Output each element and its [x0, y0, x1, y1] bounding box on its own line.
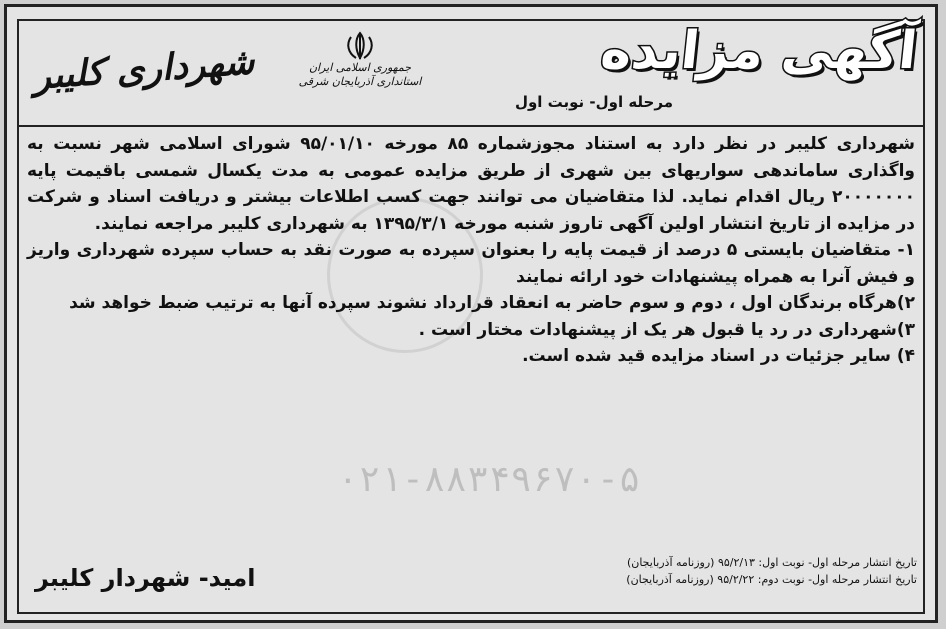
- header-divider: [19, 125, 923, 127]
- publication-date-first: تاریخ انتشار مرحله اول- نوبت اول: ۹۵/۲/۱۳ (روزنامه آذربایجان): [626, 556, 917, 569]
- publication-dates: [626, 554, 917, 588]
- signature: امید- شهردار کلیبر: [35, 564, 256, 592]
- publication-date-second: تاریخ انتشار مرحله اول- نوبت دوم: ۹۵/۲/۲۲ (روزنامه آذربایجان): [626, 573, 917, 586]
- government-emblem: [275, 31, 445, 89]
- notice-inner-border: [17, 19, 925, 614]
- notice-frame: [4, 4, 938, 623]
- intro-paragraph: شهرداری کلیبر در نظر دارد به استناد مجوزشماره ۸۵ مورخه ۹۵/۰۱/۱۰ شورای اسلامی شهر نسبت به واگذاری ساماندهی سواریهای بین شهری از طریق مزایده عمومی به مدت یکسال شمسی باقیمت پایه ۲۰۰۰۰۰۰۰ ریال اقدام نماید. لذا متقاضیان می توانند جهت کسب اطلاعات بیشتر و دریافت اسناد و شرکت در مزایده از تاریخ انتشار اولین آگهی تاروز شنبه مورخه ۱۳۹۵/۳/۱ به شهرداری کلیبر مراجعه نمایند.: [27, 134, 916, 234]
- notice-stage: مرحله اول- نوبت اول: [514, 93, 673, 111]
- notice-footer: [19, 542, 923, 612]
- iran-emblem-icon: [343, 31, 377, 61]
- notice-title: آگهی مزایده: [598, 21, 921, 81]
- condition-item-2: ۲)هرگاه برندگان اول ، دوم و سوم حاضر به انعقاد قرارداد نشوند سپرده آنها به ترتیب ضبط خواهد شد: [69, 293, 915, 313]
- condition-item-4: ۴) سایر جزئیات در اسناد مزایده قید شده است.: [522, 346, 915, 366]
- notice-body: [27, 131, 915, 370]
- municipality-logo-text: شهرداری کلیبر: [31, 40, 256, 98]
- watermark-phone: ۰۲۱-۸۸۳۴۹۶۷۰-۵: [337, 459, 641, 500]
- condition-item-1: ۱- متقاضیان بایستی ۵ درصد از قیمت پایه را بعنوان سپرده به صورت نقد به حساب سپرده شهرداری واریز و فیش آنرا به همراه پیشنهادات خود ارائه نمایند: [27, 240, 915, 287]
- emblem-line-1: جمهوری اسلامی ایران: [308, 61, 412, 74]
- condition-item-3: ۳)شهرداری در رد یا قبول هر یک از پیشنهادات مختار است .: [418, 319, 915, 340]
- emblem-line-2: استانداری آذربایجان شرقی: [298, 75, 422, 88]
